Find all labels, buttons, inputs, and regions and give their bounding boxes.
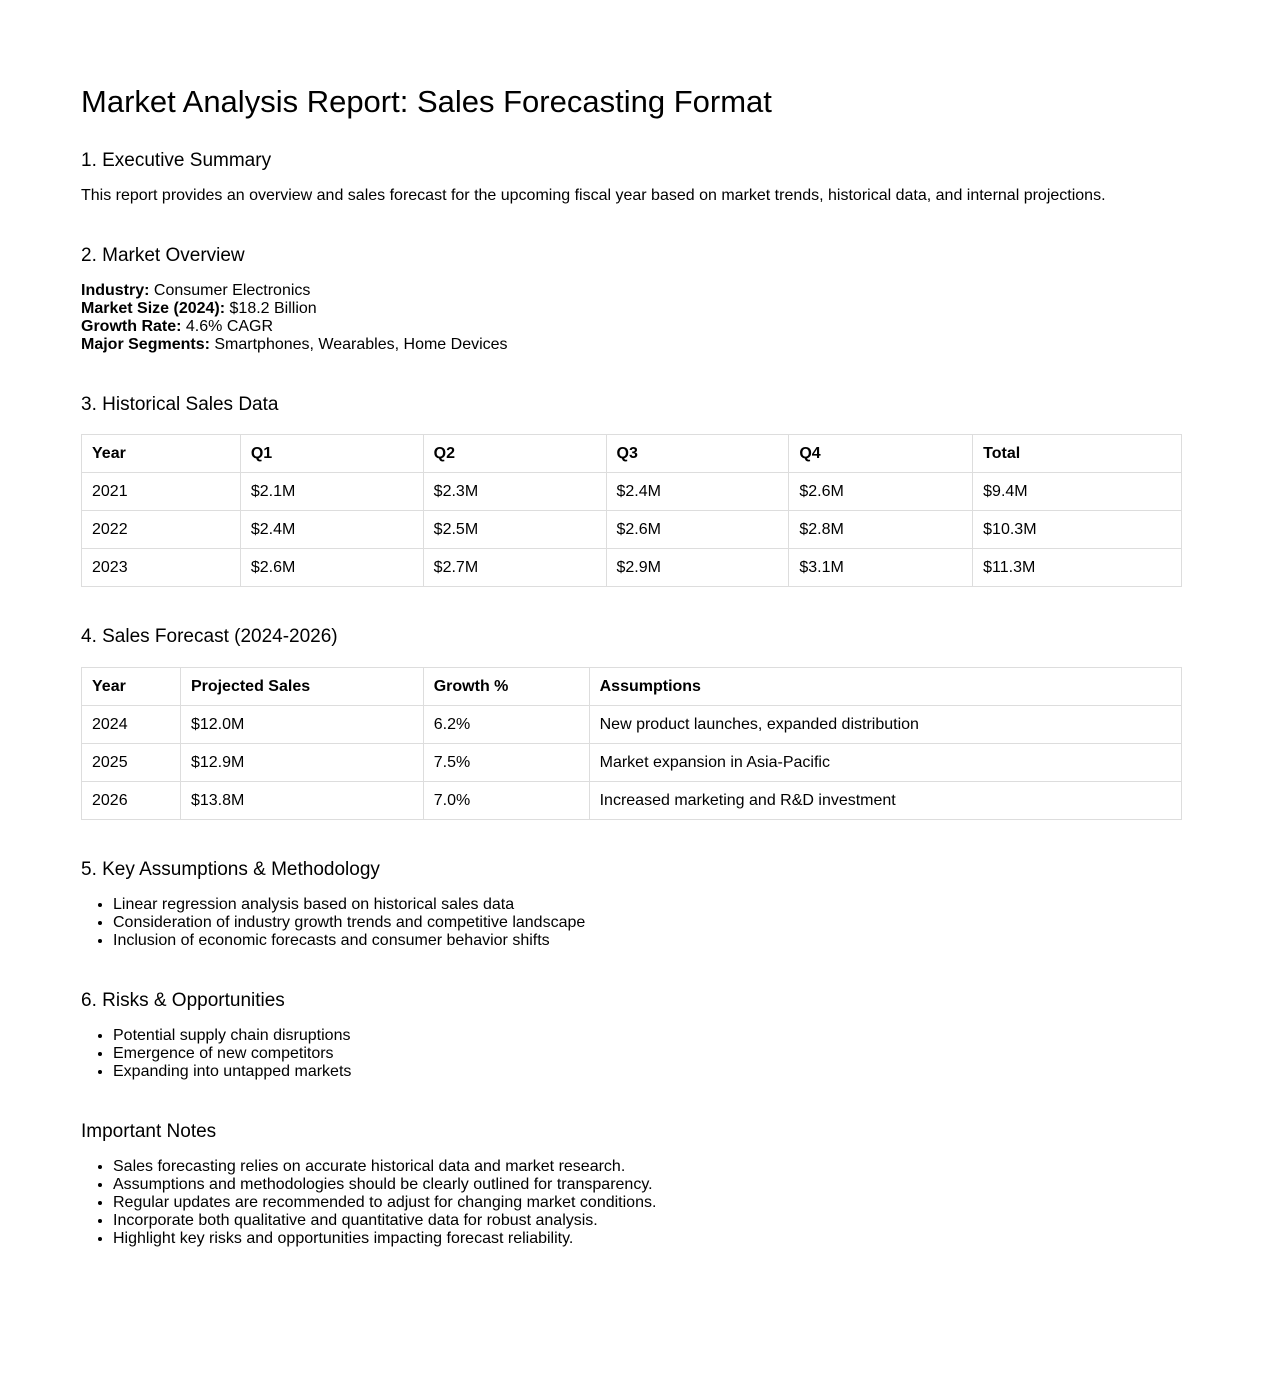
table-cell: 2021 [82,473,241,511]
table-cell: 2022 [82,511,241,549]
historical-sales-table [81,434,1182,587]
market-overview-value: $18.2 Billion [229,300,317,317]
important-notes-list [81,1158,1182,1248]
column-header: Q4 [789,435,973,473]
column-header: Projected Sales [180,668,423,706]
list-item: • Highlight key risks and opportunities impacting forecast reliability. [113,1230,1182,1248]
list-item: • Inclusion of economic forecasts and consumer behavior shifts [113,932,1182,950]
list-item: • Linear regression analysis based on historical sales data [113,896,1182,914]
list-item: • Regular updates are recommended to adjust for changing market conditions. [113,1194,1182,1212]
column-header: Assumptions [589,668,1181,706]
table-cell: 2024 [82,706,181,744]
market-overview-details [81,282,1182,354]
table-cell: $10.3M [973,511,1182,549]
table-cell: $2.9M [606,549,789,587]
list-item: • Potential supply chain disruptions [113,1027,1182,1045]
column-header: Year [82,668,181,706]
table-row [82,782,1182,820]
market-overview-item [81,318,1182,336]
sales-forecast-heading: 4. Sales Forecast (2024-2026) [81,626,338,647]
table-cell: New product launches, expanded distribution [589,706,1181,744]
market-overview-value: Smartphones, Wearables, Home Devices [214,336,508,353]
list-item: • Assumptions and methodologies should be clearly outlined for transparency. [113,1176,1182,1194]
table-cell: $9.4M [973,473,1182,511]
table-cell: $2.1M [240,473,423,511]
table-cell: 7.0% [423,782,589,820]
table-row [82,511,1182,549]
list-item: • Expanding into untapped markets [113,1063,1182,1081]
market-overview-label: Industry: [81,282,150,299]
table-cell: 2023 [82,549,241,587]
table-cell: $2.3M [423,473,606,511]
list-item: • Sales forecasting relies on accurate historical data and market research. [113,1158,1182,1176]
table-cell: $2.5M [423,511,606,549]
executive-summary-heading: 1. Executive Summary [81,150,272,171]
table-row [82,473,1182,511]
important-notes-heading: Important Notes [81,1121,217,1142]
market-overview-item [81,300,1182,318]
market-overview-label: Market Size (2024): [81,300,226,317]
table-cell: $2.7M [423,549,606,587]
column-header: Growth % [423,668,589,706]
historical-sales-heading: 3. Historical Sales Data [81,394,279,415]
column-header: Q2 [423,435,606,473]
list-item: • Incorporate both qualitative and quantitative data for robust analysis. [113,1212,1182,1230]
table-cell: $2.6M [240,549,423,587]
market-overview-value: 4.6% CAGR [185,318,274,335]
table-cell: $11.3M [973,549,1182,587]
table-cell: 7.5% [423,744,589,782]
table-cell: 2026 [82,782,181,820]
table-cell: 2025 [82,744,181,782]
table-cell: $2.4M [240,511,423,549]
table-cell: 6.2% [423,706,589,744]
table-cell: $13.8M [180,782,423,820]
page-title: Market Analysis Report: Sales Forecasting Format [81,84,772,119]
column-header: Total [973,435,1182,473]
market-overview-heading: 2. Market Overview [81,245,245,266]
executive-summary-text: This report provides an overview and sales forecast for the upcoming fiscal year based on market trends, historical data, and internal projections. [81,187,1106,204]
sales-forecast-table [81,667,1182,820]
table-cell: Market expansion in Asia-Pacific [589,744,1181,782]
market-overview-label: Major Segments: [81,336,210,353]
table-cell: $3.1M [789,549,973,587]
table-cell: $12.9M [180,744,423,782]
table-cell: $2.6M [606,511,789,549]
market-overview-item [81,282,1182,300]
column-header: Q1 [240,435,423,473]
table-cell: $12.0M [180,706,423,744]
column-header: Q3 [606,435,789,473]
table-row [82,549,1182,587]
table-cell: $2.8M [789,511,973,549]
column-header: Year [82,435,241,473]
table-header-row [82,435,1182,473]
list-item: • Emergence of new competitors [113,1045,1182,1063]
table-row [82,744,1182,782]
risks-heading: 6. Risks & Opportunities [81,990,285,1011]
risks-list [81,1027,1182,1081]
list-item: • Consideration of industry growth trends and competitive landscape [113,914,1182,932]
table-row [82,706,1182,744]
table-header-row [82,668,1182,706]
table-cell: Increased marketing and R&D investment [589,782,1181,820]
assumptions-heading: 5. Key Assumptions & Methodology [81,859,380,880]
table-cell: $2.4M [606,473,789,511]
market-overview-label: Growth Rate: [81,318,182,335]
market-overview-value: Consumer Electronics [153,282,311,299]
market-overview-item [81,336,1182,354]
table-cell: $2.6M [789,473,973,511]
assumptions-list [81,896,1182,950]
